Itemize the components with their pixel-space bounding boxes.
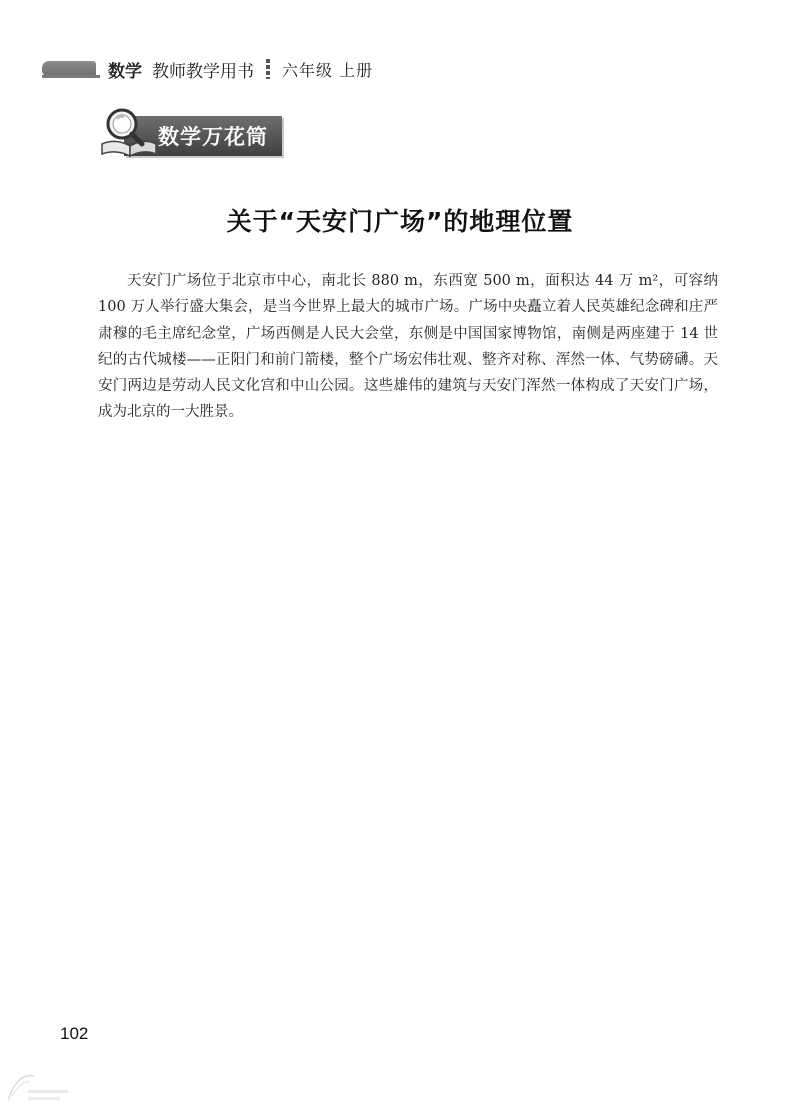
section-banner [96, 104, 284, 160]
article-body: 天安门广场位于北京市中心，南北长 880 m，东西宽 500 m，面积达 44 万 m²，可容纳 100 万人举行盛大集会，是当今世界上最大的城市广场。广场中央矗立着人民英雄纪念碑和庄严肃穆的毛主席纪念堂，广场西侧是人民大会堂，东侧是中国国家博物馆，南侧是两座建于 14 世纪的古代城楼——正阳门和前门箭楼，整个广场宏伟壮观、整齐对称、浑然一体、气势磅礴。天安门两边是劳动人民文化宫和中山公园。这些雄伟的建筑与天安门浑然一体构成了天安门广场，成为北京的一大胜景。 [98, 273, 718, 421]
banner-label: 数学万花筒 [158, 125, 268, 149]
header-rule [42, 75, 100, 78]
page-number: 102 [60, 1024, 89, 1043]
running-header [108, 58, 373, 80]
header-grade: 六年级 上册 [282, 60, 374, 80]
header-book-title: 教师教学用书 [152, 61, 254, 82]
article-title: 关于“天安门广场”的地理位置 [226, 207, 574, 236]
header-divider [266, 59, 270, 79]
header-subject: 数学 [108, 61, 142, 82]
watermark-logo-icon [4, 1066, 74, 1106]
magnifier-book-icon [96, 104, 162, 160]
